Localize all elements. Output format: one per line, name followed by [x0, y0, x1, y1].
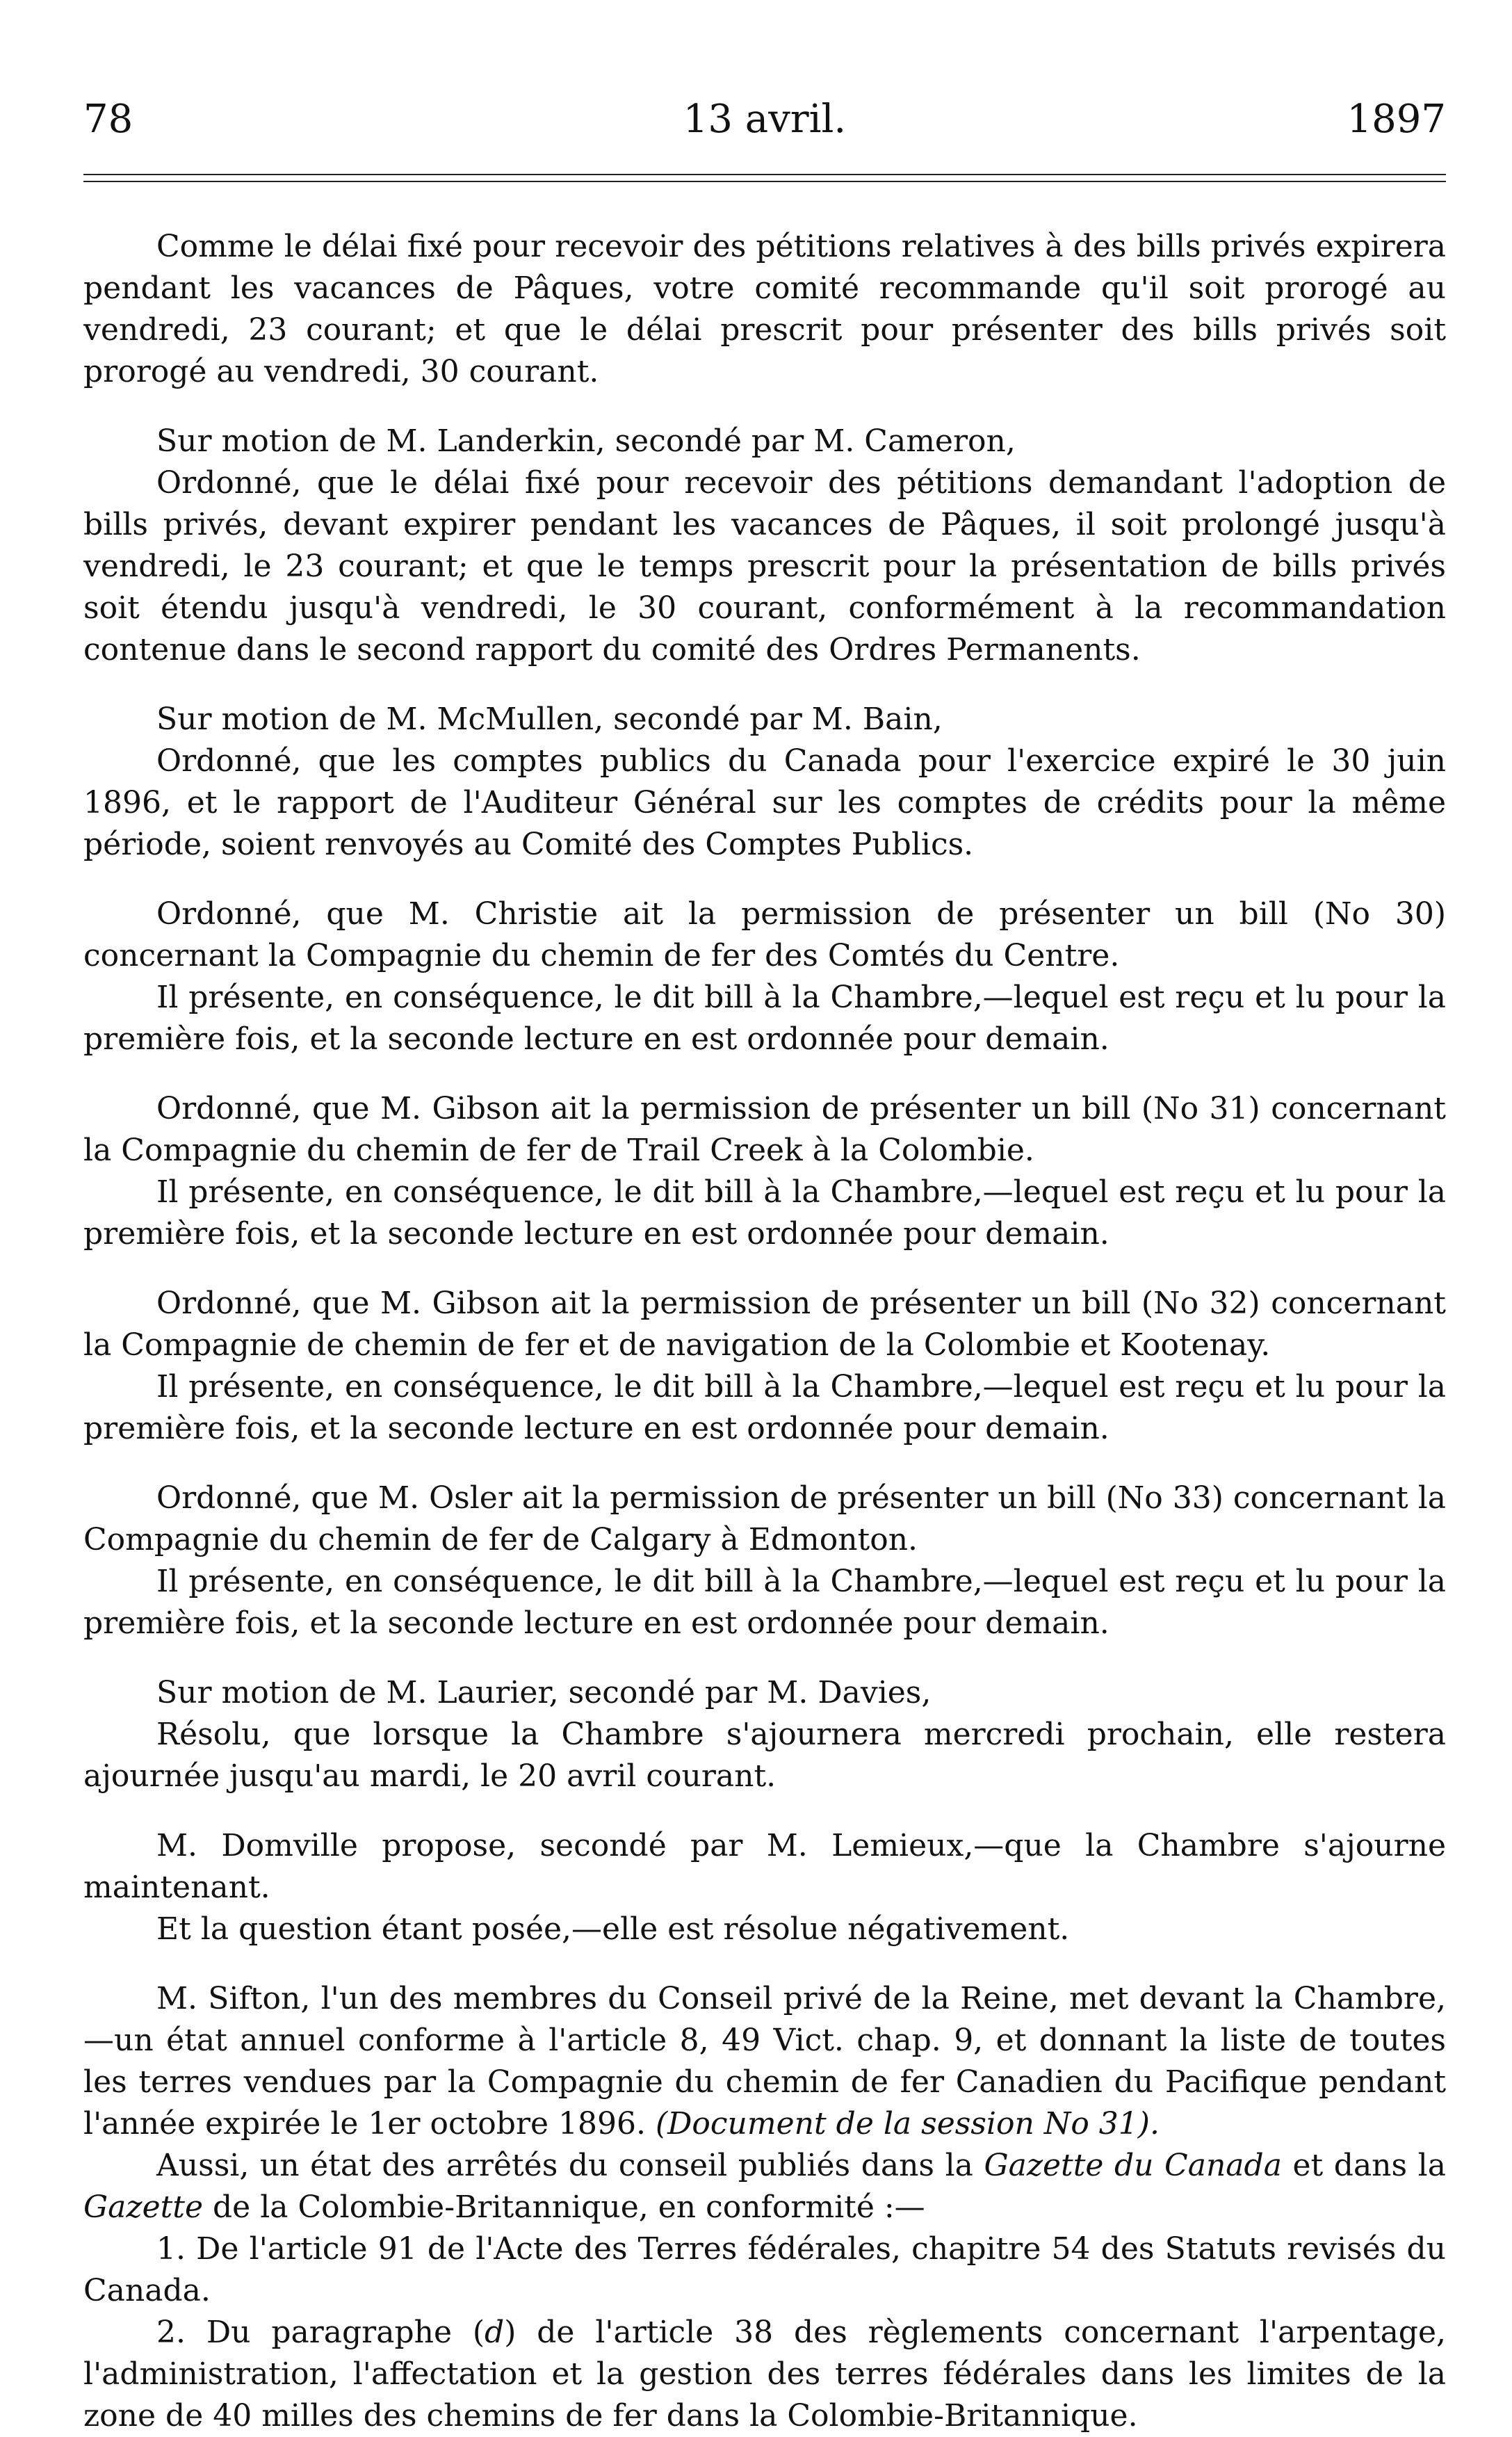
- resolution-adjournment: Résolu, que lorsque la Chambre s'ajournera mercredi prochain, elle restera ajournée jusqu'au mardi, le 20 avril courant.: [83, 1717, 1446, 1794]
- order-petitions-delay: Ordonné, que le délai fixé pour recevoir des pétitions demandant l'adoption de bills privés, devant expirer pendant les vacances de Pâques, il soit prolongé jusqu'à vendredi, le 23 courant; et que le temps prescrit pour la présentation de bills privés soit étendu jusqu'à vendredi, le 30 courant, conformément à la recommandation contenue dans le second rapport du comité des Ordres Permanents.: [83, 465, 1446, 667]
- list-item-1: 1. De l'article 91 de l'Acte des Terres fédérales, chapitre 54 des Statuts revisés du Canada.: [83, 2231, 1446, 2308]
- question-resolved-negatively: Et la question étant posée,—elle est résolue négativement.: [156, 1911, 1070, 1947]
- gazette-du-canada: Gazette du Canada: [984, 2148, 1282, 2183]
- bill-32-first-reading: Il présente, en conséquence, le dit bill à la Chambre,—lequel est reçu et lu pour la première fois, et la seconde lecture en est ordonnée pour demain.: [83, 1369, 1446, 1446]
- motion-domville: M. Domville propose, secondé par M. Lemieux,—que la Chambre s'ajourne maintenant.: [83, 1828, 1446, 1905]
- committee-recommendation: Comme le délai fixé pour recevoir des pétitions relatives à des bills privés expirera pendant les vacances de Pâques, votre comité recommande qu'il soit prorogé au vendredi, 23 courant; et que le délai prescrit pour présenter des bills privés soit prorogé au vendredi, 30 courant.: [83, 229, 1446, 389]
- order-bill-32: Ordonné, que M. Gibson ait la permission de présenter un bill (No 32) concernant la Compagnie de chemin de fer et de navigation de la Colombie et Kootenay.: [83, 1286, 1446, 1363]
- list-item-2: 2. Du paragraphe (d) de l'article 38 des règlements concernant l'arpentage, l'administration, l'affectation et la gestion des terres fédérales dans les limites de la zone de 40 milles des chemins de fer dans la Colombie-Britannique.: [83, 2315, 1446, 2434]
- motion-laurier: Sur motion de M. Laurier, secondé par M. Davies,: [156, 1675, 932, 1710]
- order-bill-31: Ordonné, que M. Gibson ait la permission de présenter un bill (No 31) concernant la Compagnie du chemin de fer de Trail Creek à la Colombie.: [83, 1091, 1446, 1168]
- gazette: Gazette: [83, 2189, 204, 2225]
- header-date: 13 avril.: [683, 97, 847, 142]
- order-public-accounts: Ordonné, que les comptes publics du Canada pour l'exercice expiré le 30 juin 1896, et le rapport de l'Auditeur Général sur les comptes de crédits pour la même période, soient renvoyés au Comité des Comptes Publics.: [83, 743, 1446, 862]
- bill-30-first-reading: Il présente, en conséquence, le dit bill à la Chambre,—lequel est reçu et lu pour la première fois, et la seconde lecture en est ordonnée pour demain.: [83, 980, 1446, 1057]
- header-rule-bottom: [83, 181, 1446, 182]
- sifton-statement: [83, 1978, 1446, 2145]
- orders-in-council-statement: Aussi, un état des arrêtés du conseil publiés dans la Gazette du Canada et dans la Gazette de la Colombie-Britannique, en conformité :—: [83, 2148, 1446, 2225]
- order-bill-30: Ordonné, que M. Christie ait la permission de présenter un bill (No 30) concernant la Compagnie du chemin de fer des Comtés du Centre.: [83, 896, 1446, 973]
- sifton-statement-text: M. Sifton, l'un des membres du Conseil privé de la Reine, met devant la Chambre,—un état annuel conforme à l'article 8, 49 Vict. chap. 9, et donnant la liste de toutes les terres vendues par la Compagnie du chemin de fer Canadien du Pacifique pendant l'année expirée le 1er octobre 1896.: [83, 1981, 1446, 2142]
- page-number: 78: [83, 97, 133, 142]
- header-rule-top: [83, 174, 1446, 175]
- order-bill-33: Ordonné, que M. Osler ait la permission de présenter un bill (No 33) concernant la Compagnie du chemin de fer de Calgary à Edmonton.: [83, 1480, 1446, 1557]
- page-header: [83, 92, 1446, 147]
- motion-landerkin: Sur motion de M. Landerkin, secondé par M. Cameron,: [156, 423, 1016, 459]
- motion-mcmullen: Sur motion de M. McMullen, secondé par M. Bain,: [156, 702, 943, 737]
- document-body: [83, 226, 1446, 2437]
- bill-33-first-reading: Il présente, en conséquence, le dit bill à la Chambre,—lequel est reçu et lu pour la première fois, et la seconde lecture en est ordonnée pour demain.: [83, 1564, 1446, 1641]
- bill-31-first-reading: Il présente, en conséquence, le dit bill à la Chambre,—lequel est reçu et lu pour la première fois, et la seconde lecture en est ordonnée pour demain.: [83, 1174, 1446, 1252]
- header-year: 1897: [1347, 97, 1446, 142]
- sessional-document-ref: (Document de la session No 31).: [655, 2106, 1160, 2142]
